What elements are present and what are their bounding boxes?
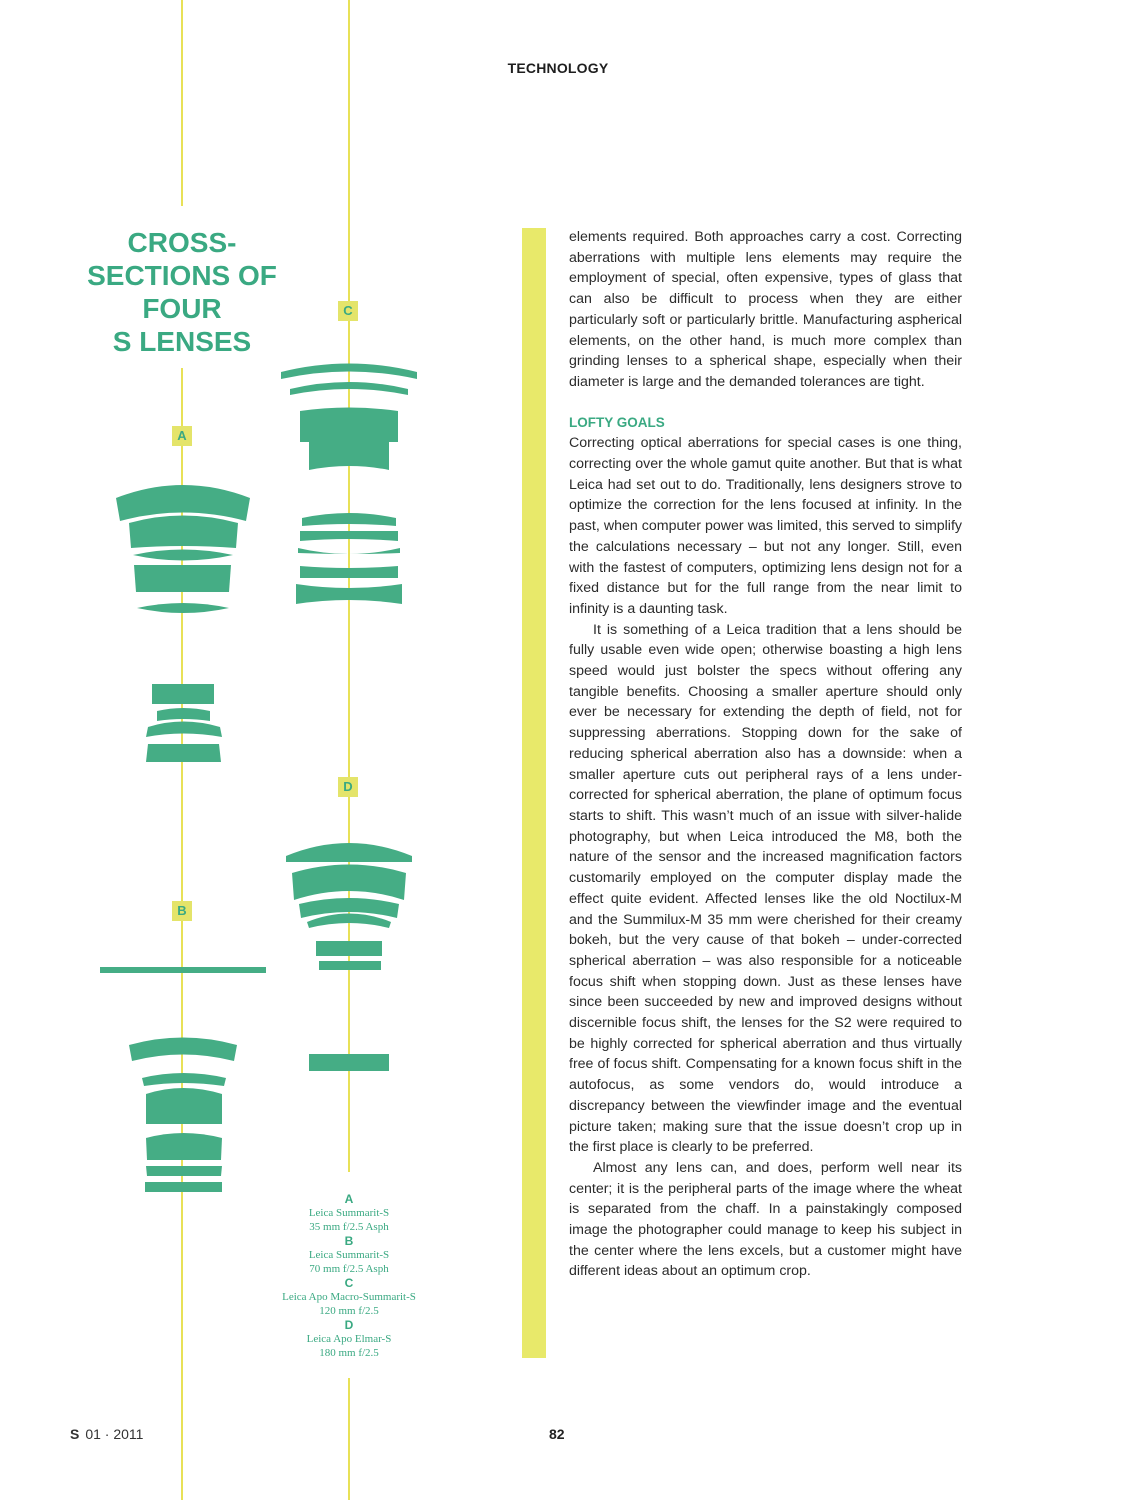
article-body — [569, 227, 962, 1282]
legend-lens-spec: 180 mm f/2.5 — [319, 1347, 379, 1359]
title-line: SECTIONS OF — [87, 260, 277, 291]
title-line: FOUR — [142, 293, 222, 324]
page-number: 82 — [549, 1426, 565, 1442]
lens-cross-sections — [0, 0, 460, 1200]
magazine-mark: S — [70, 1426, 80, 1442]
article-paragraph: Almost any lens can, and does, perform well near its center; it is the peripheral parts of the image where the wheat is separated from the chaff. In a painstakingly composed image the photographer could manage to keep his subject in the center where the lens excels, but a customer might have different ideas about an optimum crop. — [569, 1159, 962, 1280]
title-line: S LENSES — [112, 326, 252, 357]
article-paragraph: It is something of a Leica tradition that a lens should be fully usable even wide open; otherwise boasting a high lens speed would just bolster the specs without offering any tangible benefits. Choosing a smaller aperture should only ever be necessary for extending the depth of field, not for suppressing aberrations. Stopping down for the sake of reducing spherical aberration also has a downside: when a smaller aperture cuts out peripheral rays of a lens under-corrected for spherical aberration, the plane of optimum focus starts to shift. This wasn’t much of an issue with silver-halide photography, but when Leica introduced the M8, both the nature of the sensor and the increased magnification factors customarily employed on the computer display made the effect quite evident. Affected lenses like the old Noctilux-M and the Summilux-M 35 mm were cherished for their creamy bokeh, but the very cause of that bokeh – under-corrected spherical aberration – was also responsible for a noticeable focus shift when stopping down. Just as these lenses have since been succeeded by new and improved designs without discernible focus shift, the lenses for the S2 were required to be highly corrected for spherical aberration and thus virtually free of focus shift. Compensating for a known focus shift in the autofocus, as some vendors do, would introduce a discrepancy between the viewfinder image and the eventual picture taken; making sure that the issue doesn’t crop up in the first place is clearly to be preferred. — [569, 621, 962, 1156]
legend-key: D — [344, 1318, 354, 1332]
footer-issue — [70, 1426, 143, 1442]
legend-lens-spec: 70 mm f/2.5 Asph — [309, 1263, 389, 1275]
lens-c-diagram — [281, 364, 417, 605]
highlight-bar — [522, 228, 546, 1358]
lens-tag-d: D — [338, 777, 358, 797]
legend-key: A — [344, 1192, 354, 1206]
legend-lens-name: Leica Summarit-S — [308, 1207, 390, 1219]
legend-key: B — [344, 1234, 354, 1248]
section-label: TECHNOLOGY — [507, 60, 609, 76]
legend-lens-name: Leica Apo Elmar-S — [306, 1333, 392, 1345]
article-subheading: LOFTY GOALS — [569, 414, 665, 430]
title-line: CROSS- — [127, 227, 237, 258]
legend-lens-spec: 35 mm f/2.5 Asph — [309, 1221, 389, 1233]
issue-number: 01 · 2011 — [85, 1426, 144, 1442]
legend-key: C — [344, 1276, 354, 1290]
article-paragraph: elements required. Both approaches carry a cost. Correcting aberrations with multiple lens elements may require the employment of special, often expensive, types of glass that can also be difficult to process when they are either particularly soft or particularly brittle. Manufacturing aspherical elements, on the other hand, is much more complex than grinding lenses to a spherical shape, especially when their diameter is large and the demanded tolerances are tight. — [569, 229, 962, 390]
lens-b-diagram — [100, 967, 266, 1192]
lens-legend — [250, 1192, 448, 1360]
legend-lens-name: Leica Summarit-S — [308, 1249, 390, 1261]
legend-lens-spec: 120 mm f/2.5 — [319, 1305, 379, 1317]
lens-tag-a: A — [172, 426, 192, 446]
lens-tag-c: C — [338, 301, 358, 321]
legend-lens-name: Leica Apo Macro-Summarit-S — [282, 1291, 416, 1303]
lens-d-diagram — [286, 843, 412, 1071]
lens-a-diagram — [116, 485, 250, 762]
lens-tag-b: B — [172, 901, 192, 921]
axis-line-right-bottom — [348, 1378, 350, 1500]
article-paragraph: Correcting optical aberrations for special cases is one thing, correcting over the whole gamut quite another. But that is what Leica had set out to do. Traditionally, lens designers strove to optimize the correction for the lens focused at infinity. In the past, when computer power was limited, this served to simplify the calculations necessary – but not any longer. Still, even with the fastest of computers, optimizing lens design not for a fixed distance but for the full range from the near limit to infinity is a daunting task. — [569, 435, 962, 617]
